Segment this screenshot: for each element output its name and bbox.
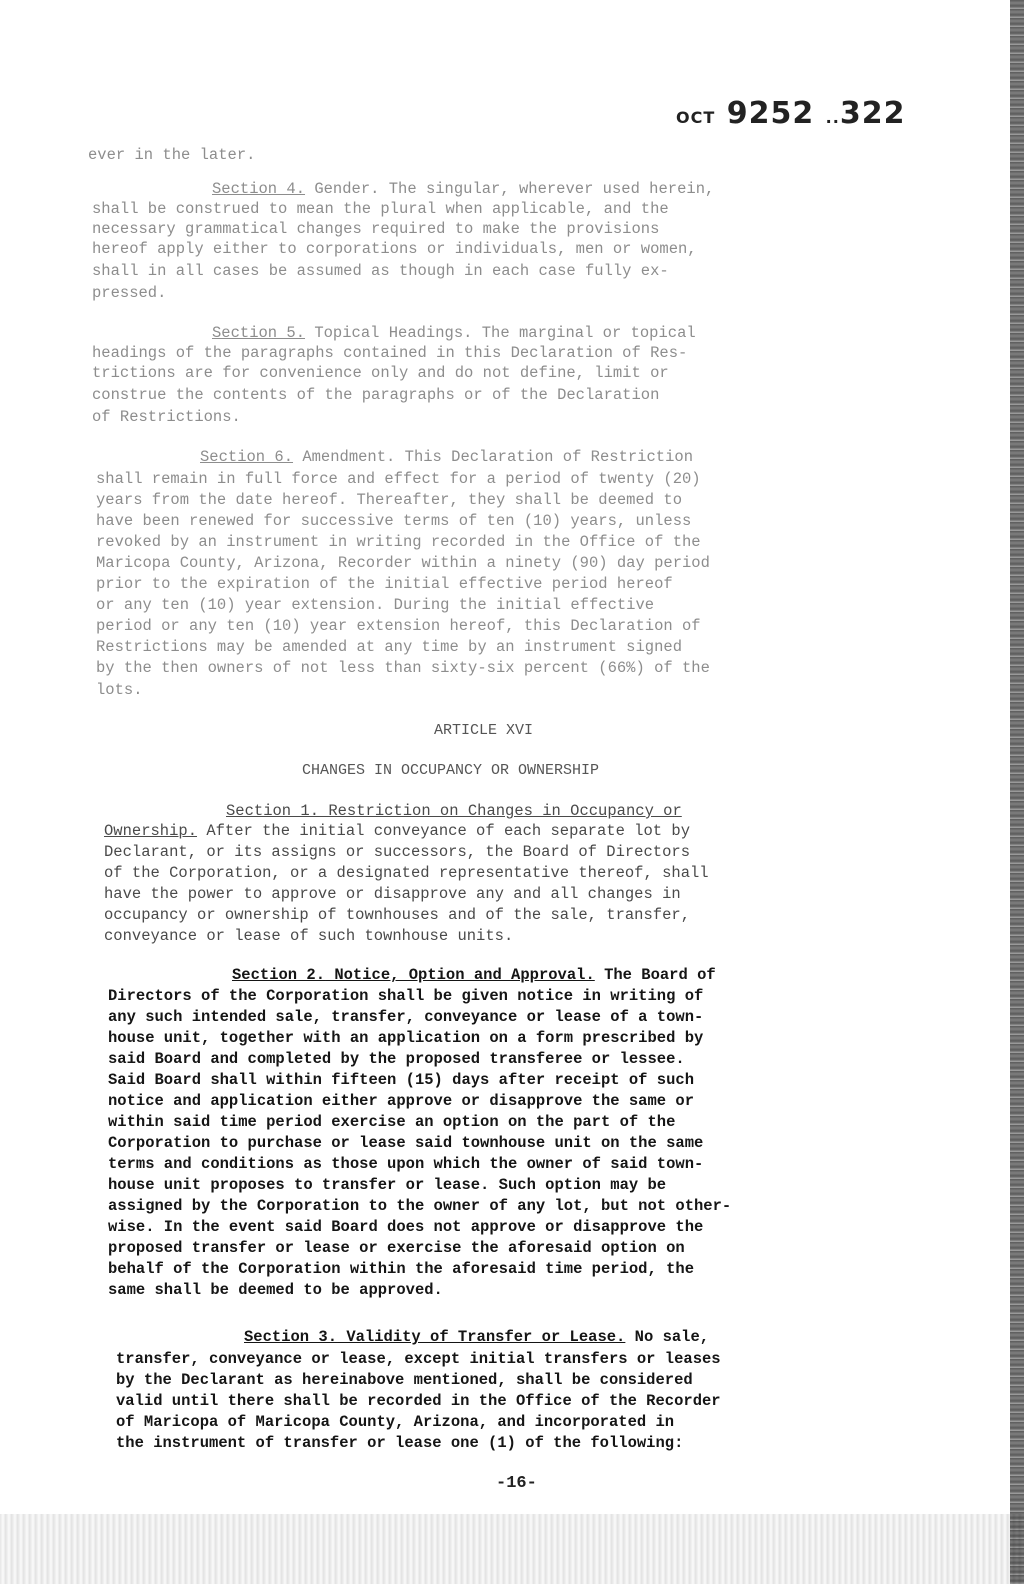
art16-section1-line: have the power to approve or disapprove any and all changes in [104,885,681,903]
section4-line: shall be construed to mean the plural when applicable, and the [92,200,669,218]
section6-line: lots. [96,681,143,699]
scan-bottom-noise [0,1514,1024,1584]
art16-section3-first-line: Section 3. Validity of Transfer or Lease. No sale, [244,1328,710,1346]
page-number: -16- [496,1474,537,1493]
section6-first-line: Section 6. Amendment. This Declaration of Restriction [200,448,693,466]
scan-edge-shadow [1010,0,1024,1584]
section5-title: Section 5. [212,324,306,342]
art16-section2-line: house unit, together with an application on a form prescribed by [108,1029,704,1047]
art16-section2-line: terms and conditions as those upon which the owner of said town- [108,1155,704,1173]
art16-section2-line: behalf of the Corporation within the aforesaid time period, the [108,1260,694,1278]
art16-section2-line: proposed transfer or lease or exercise the aforesaid option on [108,1239,685,1257]
section6-line: years from the date hereof. Thereafter, they shall be deemed to [96,491,682,509]
art16-section2-line: said Board and completed by the proposed transferee or lessee. [108,1050,685,1068]
art16-section3-line: the instrument of transfer or lease one (1) of the following: [116,1434,684,1452]
section4-line: hereof apply either to corporations or individuals, men or women, [92,240,697,258]
article-title: CHANGES IN OCCUPANCY OR OWNERSHIP [302,762,600,779]
section4-line: shall in all cases be assumed as though in each case fully ex- [92,262,669,280]
section4-title: Section 4. [212,180,306,198]
art16-section2-line: Said Board shall within fifteen (15) days after receipt of such [108,1071,694,1089]
section5-line: of Restrictions. [92,408,241,426]
art16-section3-line: transfer, conveyance or lease, except initial transfers or leases [116,1350,721,1368]
art16-section2-first-line: Section 2. Notice, Option and Approval. The Board of [232,966,716,984]
section6-line: Restrictions may be amended at any time by an instrument signed [96,638,682,656]
art16-section2-line: Directors of the Corporation shall be given notice in writing of [108,987,704,1005]
section4-line: necessary grammatical changes required to make the provisions [92,220,660,238]
art16-section2-line: notice and application either approve or disapprove the same or [108,1092,694,1110]
art16-section3-line: of Maricopa of Maricopa County, Arizona, and incorporated in [116,1413,675,1431]
art16-section3-line: valid until there shall be recorded in the Office of the Recorder [116,1392,721,1410]
art16-section2-line: Corporation to purchase or lease said townhouse unit on the same [108,1134,704,1152]
art16-section1-line: of the Corporation, or a designated representative thereof, shall [104,864,709,882]
art16-section1-line: Declarant, or its assigns or successors, the Board of Directors [104,843,690,861]
section6-line: have been renewed for successive terms of ten (10) years, unless [96,512,692,530]
art16-section1-line: conveyance or lease of such townhouse units. [104,927,514,945]
recording-stamp: OCT 9252 ..322 [676,96,906,131]
section4-first-line: Section 4. Gender. The singular, wherever used herein, [212,180,715,198]
section6-title: Section 6. [200,448,294,466]
section6-line: shall remain in full force and effect for a period of twenty (20) [96,470,701,488]
section6-line: revoked by an instrument in writing recorded in the Office of the [96,533,701,551]
art16-section1-title: Section 1. [226,802,320,820]
section6-line: by the then owners of not less than sixty-six percent (66%) of the [96,659,710,677]
art16-section2-line: within said time period exercise an option on the part of the [108,1113,676,1131]
section6-line: period or any ten (10) year extension hereof, this Declaration of [96,617,701,635]
intro-line: ever in the later. [88,146,256,164]
stamp-number: 9252 [726,96,815,131]
stamp-page: 322 [839,96,906,131]
art16-section2-title: Section 2. [232,966,326,984]
section5-line: headings of the paragraphs contained in this Declaration of Res- [92,344,688,362]
section6-line: prior to the expiration of the initial effective period hereof [96,575,673,593]
stamp-prefix: OCT [676,108,716,127]
section5-first-line: Section 5. Topical Headings. The marginal or topical [212,324,696,342]
art16-section2-line: house unit proposes to transfer or lease. Such option may be [108,1176,667,1194]
art16-section2-line: assigned by the Corporation to the owner of any lot, but not other- [108,1197,732,1215]
section4-line: pressed. [92,284,167,302]
art16-section2-line: any such intended sale, transfer, conveyance or lease of a town- [108,1008,704,1026]
art16-section3-title: Section 3. [244,1328,338,1346]
art16-section1-second-line: Ownership. After the initial conveyance of each separate lot by [104,822,690,840]
art16-section3-line: by the Declarant as hereinabove mentioned, shall be considered [116,1371,693,1389]
section6-line: or any ten (10) year extension. During the initial effective [96,596,655,614]
section5-line: trictions are for convenience only and do not define, limit or [92,364,669,382]
section5-line: construe the contents of the paragraphs or of the Declaration [92,386,660,404]
section6-line: Maricopa County, Arizona, Recorder within a ninety (90) day period [96,554,710,572]
art16-section2-line: wise. In the event said Board does not approve or disapprove the [108,1218,704,1236]
article-number: ARTICLE XVI [434,722,534,739]
art16-section2-line: same shall be deemed to be approved. [108,1281,443,1299]
art16-section1-first-line: Section 1. Restriction on Changes in Occupancy or [226,802,682,820]
art16-section1-line: occupancy or ownership of townhouses and of the sale, transfer, [104,906,690,924]
